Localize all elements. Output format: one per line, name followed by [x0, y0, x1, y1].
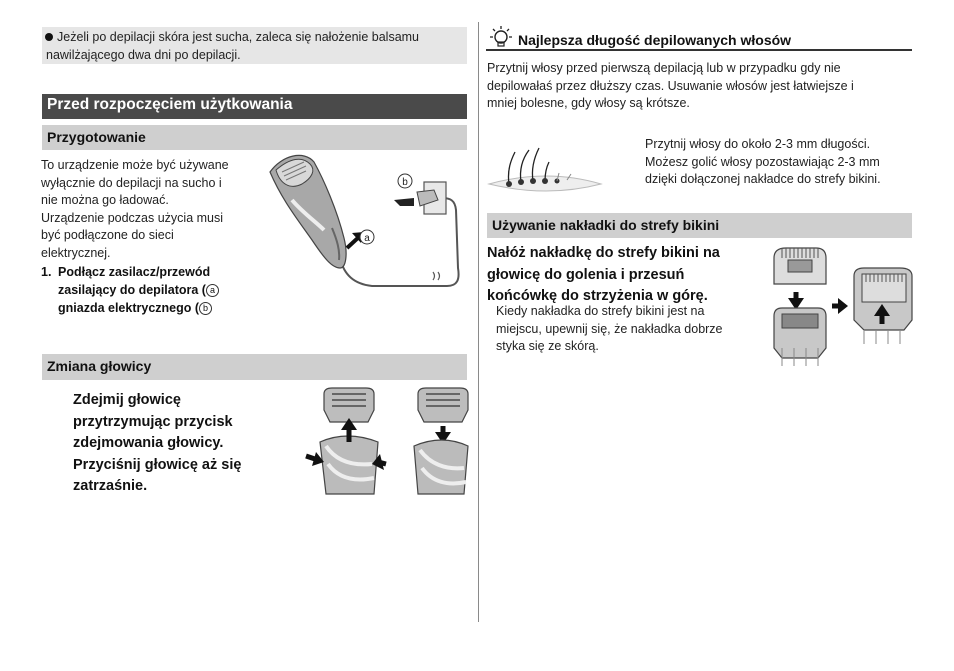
head-change-text	[73, 390, 283, 498]
step-line-1: Podłącz zasilacz/przewód	[58, 265, 211, 279]
bikini-line: Kiedy nakładka do strefy bikini jest na	[496, 304, 705, 318]
head-change-line: zatrzaśnie.	[73, 478, 148, 494]
head-change-illustration	[302, 386, 472, 498]
note-line-2: nawilżającego dwa dni po depilacji.	[46, 48, 241, 62]
note-line-1: Jeżeli po depilacji skóra jest sucha, zaleca się nałożenie balsamu	[57, 30, 420, 44]
prep-line: wyłącznie do depilacji na sucho i	[41, 175, 222, 190]
step-number: 1.	[41, 265, 52, 279]
callout-a-label: a	[206, 284, 219, 297]
column-divider	[478, 22, 479, 622]
section-title: Przed rozpoczęciem użytkowania	[47, 96, 293, 113]
prep-line: To urządzenie może być używane	[41, 158, 229, 172]
bikini-title-bar	[487, 213, 912, 238]
note-box	[42, 27, 467, 64]
head-change-title: Zmiana głowicy	[47, 358, 152, 374]
tip-line: depilowałaś przez dłuższy czas. Usuwanie włosów jest łatwiejsze i	[487, 78, 854, 93]
tip-line: Przytnij włosy przed pierwszą depilacją lub w przypadku gdy nie	[487, 61, 841, 75]
tip-side-line: Możesz golić włosy pozostawiając 2-3 mm	[645, 154, 880, 169]
bikini-bold-line: głowicę do golenia i przesuń	[487, 266, 685, 283]
bullet-icon	[45, 33, 53, 41]
step-line-2: zasilający do depilatora (	[58, 283, 206, 297]
tip-line: mniej bolesne, gdy włosy są krótsze.	[487, 96, 690, 110]
bikini-bold-text	[487, 243, 757, 308]
section-title-bar	[42, 94, 467, 119]
lightbulb-tip-icon	[487, 25, 515, 49]
prep-line: nie można go ładować.	[41, 193, 169, 207]
callout-b-label: b	[199, 302, 212, 315]
bikini-text	[496, 303, 756, 356]
bikini-line: styka się ze skórą.	[496, 339, 599, 353]
epilator-cable-illustration	[262, 150, 467, 295]
tip-text	[487, 60, 912, 113]
bikini-title: Używanie nakładki do strefy bikini	[492, 217, 720, 233]
bikini-bold-line: końcówkę do strzyżenia w górę.	[487, 288, 708, 304]
prep-text	[41, 157, 256, 262]
tip-side-line: Przytnij włosy do około 2-3 mm długości.	[645, 137, 871, 151]
prep-title: Przygotowanie	[47, 129, 146, 145]
prep-line: elektrycznej.	[41, 245, 111, 260]
prep-line: być podłączone do sieci	[41, 228, 174, 242]
step-line-3: gniazda elektrycznego (	[58, 301, 200, 315]
bikini-line: miejscu, upewnij się, że nakładka dobrze	[496, 321, 723, 336]
prep-title-bar	[42, 125, 467, 150]
tip-title: Najlepsza długość depilowanych włosów	[518, 32, 792, 48]
prep-line: Urządzenie podczas użycia musi	[41, 210, 224, 225]
hair-length-illustration	[487, 140, 607, 195]
head-change-line: przytrzymując przycisk	[73, 413, 233, 430]
tip-underline	[486, 49, 912, 51]
callout-a: a	[364, 233, 370, 244]
callout-b: b	[402, 177, 408, 188]
head-change-line: Przyciśnij głowicę aż się	[73, 456, 242, 473]
head-change-title-bar	[42, 354, 467, 380]
tip-side-text	[645, 136, 915, 189]
bikini-attachment-illustration	[768, 244, 916, 370]
step-1	[41, 263, 261, 317]
tip-side-line: dzięki dołączonej nakładce do strefy bikini.	[645, 172, 881, 186]
bikini-bold-line: Nałóż nakładkę do strefy bikini na	[487, 245, 720, 261]
head-change-line: Zdejmij głowicę	[73, 392, 181, 408]
head-change-line: zdejmowania głowicy.	[73, 435, 224, 451]
